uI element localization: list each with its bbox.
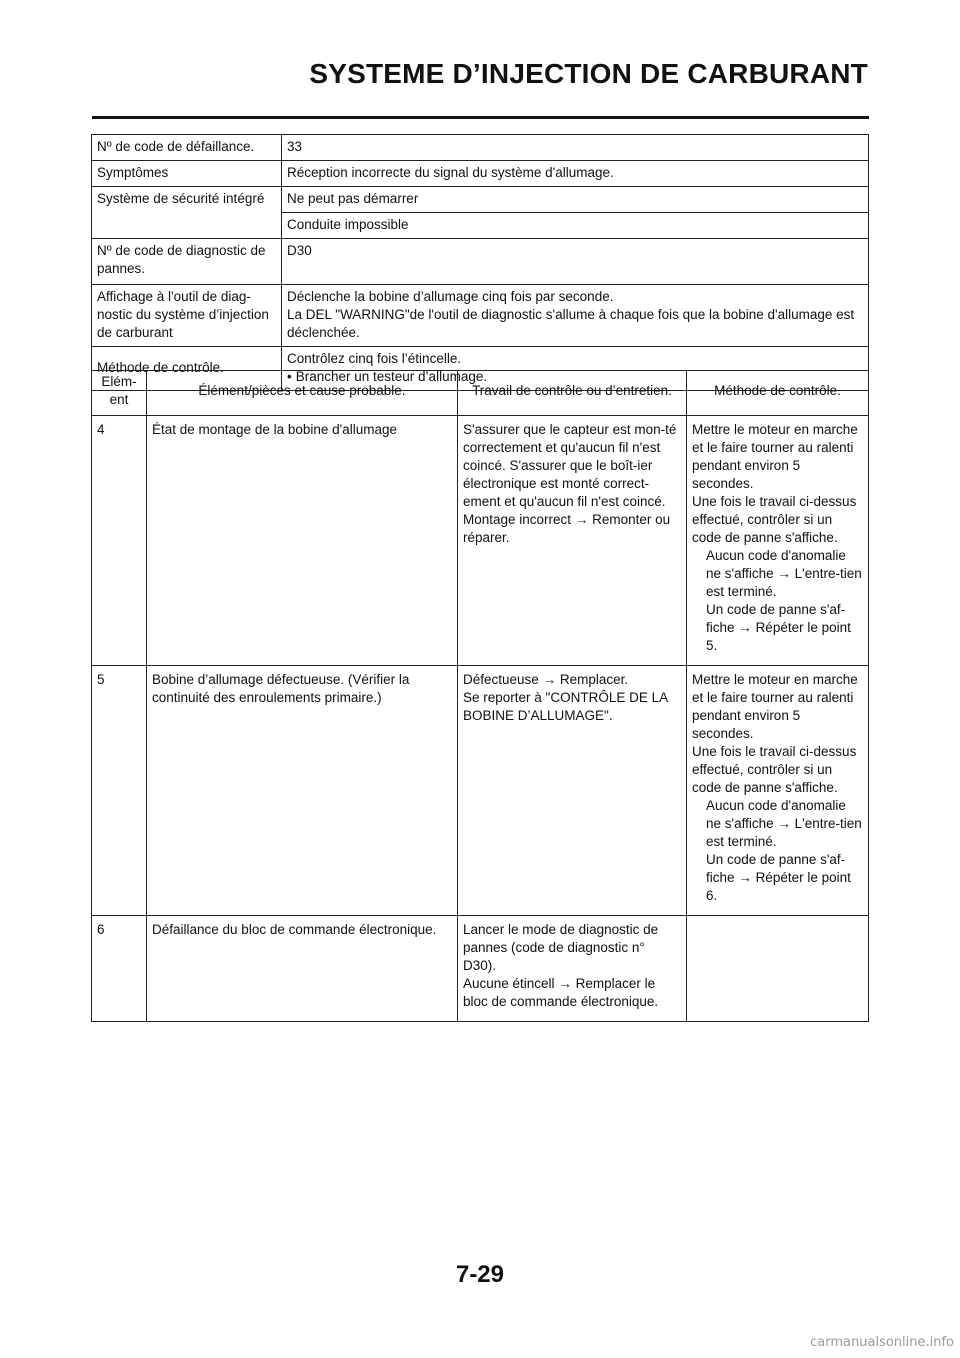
table-row xyxy=(92,916,869,1022)
diag-code-value: D30 xyxy=(282,239,869,285)
header-method: Méthode de contrôle. xyxy=(687,371,869,416)
step-method xyxy=(687,666,869,916)
watermark: carmanualsonline.info xyxy=(810,1335,954,1350)
arrow-right-icon: → xyxy=(558,976,572,991)
fault-code-label: Nº de code de défaillance. xyxy=(92,135,282,161)
step-method xyxy=(687,916,869,1022)
step-cause: Défaillance du bloc de commande électronique. xyxy=(147,916,458,1022)
header-work: Travail de contrôle ou d’entretien. xyxy=(458,371,687,416)
check-method-label: Méthode de contrôle. xyxy=(92,347,282,391)
arrow-right-icon: → xyxy=(738,870,752,885)
check-method-bullet-text: Brancher un testeur d’allumage. xyxy=(295,369,488,384)
step-method-text: Mettre le moteur en marche et le faire tourner au ralenti pendant environ 5 secondes. xyxy=(692,422,858,491)
tool-display-text-2: La DEL "WARNING"de l'outil de diagnostic s'allume à chaque fois que la bobine d'allumage est déclenchée. xyxy=(287,307,855,340)
arrow-right-icon: → xyxy=(542,672,557,687)
fault-code-row xyxy=(92,135,869,161)
header-item: Elém-ent xyxy=(92,371,147,416)
fault-info-table xyxy=(91,134,869,391)
arrow-right-icon: → xyxy=(574,512,589,527)
step-cause: Bobine d’allumage défectueuse. (Vérifier la continuité des enroulements primaire.) xyxy=(147,666,458,916)
tool-display-label: Affichage à l'outil de diag-nostic du système d’injection de carburant xyxy=(92,285,282,347)
step-number: 6 xyxy=(92,916,147,1022)
step-number: 4 xyxy=(92,416,147,666)
fail-safe-row xyxy=(92,187,869,213)
step-work xyxy=(458,416,687,666)
step-method-ok: Aucun code d'anomalie ne s'affiche → L'entre-tien est terminé. xyxy=(706,798,862,849)
arrow-right-icon: → xyxy=(777,566,791,581)
check-method-text-1: Contrôlez cinq fois l’étincelle. xyxy=(287,351,462,366)
arrow-right-icon: → xyxy=(777,816,791,831)
section-title: SYSTEME D’INJECTION DE CARBURANT xyxy=(309,58,868,89)
fault-code-value: 33 xyxy=(282,135,869,161)
symptoms-row xyxy=(92,161,869,187)
step-method-ng: Un code de panne s'af-fiche → Répéter le point 5. xyxy=(706,602,851,653)
step-method-text: Mettre le moteur en marche et le faire tourner au ralenti pendant environ 5 secondes. xyxy=(692,672,858,741)
arrow-right-icon: → xyxy=(738,620,752,635)
tool-display-row xyxy=(92,285,869,347)
step-cause: État de montage de la bobine d'allumage xyxy=(147,416,458,666)
troubleshooting-steps-table xyxy=(91,370,869,1022)
tool-display-text-1: Déclenche la bobine d’allumage cinq fois par seconde. xyxy=(287,289,614,304)
step-work-action: Aucune étincell → Remplacer le bloc de commande électronique. xyxy=(463,976,659,1009)
step-work-action: Montage incorrect → Remonter ou réparer. xyxy=(463,512,671,545)
step-method-check: Une fois le travail ci-dessus effectué, contrôler si un code de panne s'affiche. xyxy=(692,494,857,545)
table-row xyxy=(92,416,869,666)
symptoms-value: Réception incorrecte du signal du système d'allumage. xyxy=(282,161,869,187)
step-number: 5 xyxy=(92,666,147,916)
fail-safe-value-drive: Conduite impossible xyxy=(282,213,869,239)
symptoms-label: Symptômes xyxy=(92,161,282,187)
step-method-check: Une fois le travail ci-dessus effectué, contrôler si un code de panne s'affiche. xyxy=(692,744,857,795)
page-number: 7-29 xyxy=(455,1261,505,1288)
step-method xyxy=(687,416,869,666)
fail-safe-value-start: Ne peut pas démarrer xyxy=(282,187,869,213)
step-work-text: S'assurer que le capteur est mon-té correctement et qu'aucun fil n'est coincé. S'assurer que le boît-ier électronique est monté correct-ement et qu'aucun fil n'est coincé. xyxy=(463,422,677,509)
table-row xyxy=(92,666,869,916)
step-method-ok: Aucun code d'anomalie ne s'affiche → L'entre-tien est terminé. xyxy=(706,548,862,599)
step-work-action: Défectueuse → Remplacer. xyxy=(463,672,629,687)
step-work-reference: Se reporter à "CONTRÔLE DE LA BOBINE D’ALLUMAGE". xyxy=(463,690,668,723)
step-work xyxy=(458,666,687,916)
tool-display-value xyxy=(282,285,869,347)
fail-safe-label: Système de sécurité intégré xyxy=(92,187,282,239)
step-work xyxy=(458,916,687,1022)
diag-code-label: Nº de code de diagnostic de pannes. xyxy=(92,239,282,285)
step-method-ng: Un code de panne s'af-fiche → Répéter le point 6. xyxy=(706,852,851,903)
bullet-icon: • xyxy=(287,369,292,384)
step-work-text: Lancer le mode de diagnostic de pannes (code de diagnostic n° D30). xyxy=(463,922,659,973)
header-cause: Élément/pièces et cause probable. xyxy=(147,371,458,416)
header-rule xyxy=(92,116,869,119)
steps-header-row xyxy=(92,371,869,416)
diag-code-row xyxy=(92,239,869,285)
